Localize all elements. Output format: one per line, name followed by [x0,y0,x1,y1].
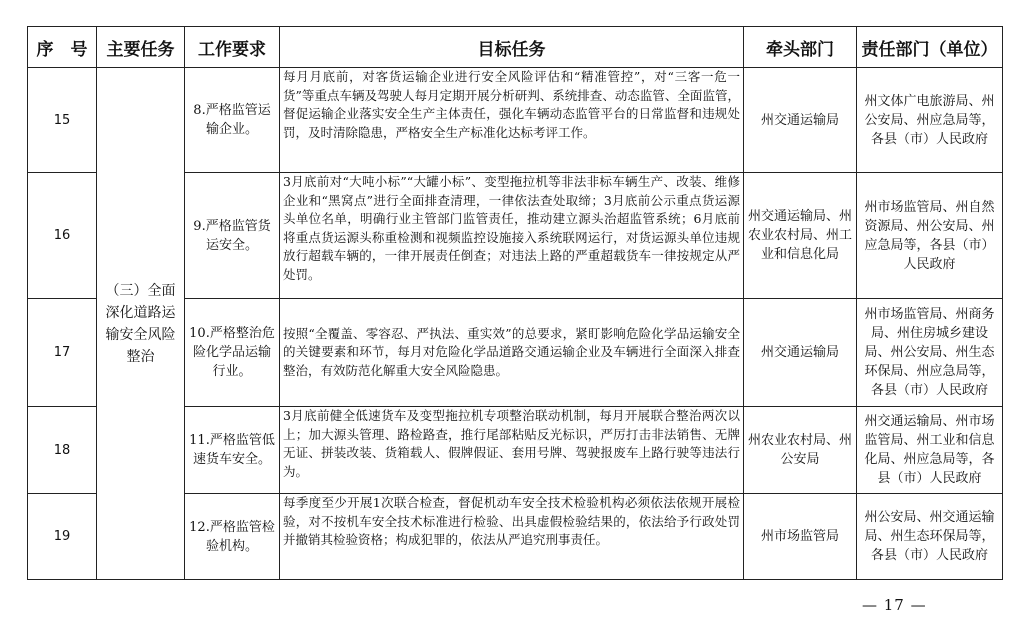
row-resp-dept: 州文体广电旅游局、州公安局、州应急局等，各县（市）人民政府 [857,68,1003,173]
row-requirement: 9.严格监管货运安全。 [185,173,280,299]
row-target: 3月底前对“大吨小标”“大罐小标”、变型拖拉机等非法非标车辆生产、改装、维修企业和“黑窝点”进行全面排查清理，一律依法查处取缔；3月底前公示重点货运源头单位名单，明确行业主管部门监管责任，推动建立源头治超监管系统；6月底前将重点货运源头称重检测和视频监控设施接入系统联网运行，对货运源头单位违规放行超载车辆的，一律开展责任倒查；对违法上路的严重超载货车一律按规定从严处罚。 [280,173,744,299]
table-header-row [28,27,1003,68]
row-target: 每季度至少开展1次联合检查，督促机动车安全技术检验机构必须依法依规开展检验，对不按机车安全技术标准进行检验、出具虚假检验结果的，依法给予行政处罚并撤销其检验资格；构成犯罪的，依法从严追究刑事责任。 [280,494,744,580]
row-resp-dept: 州市场监管局、州商务局、州住房城乡建设局、州公安局、州生态环保局、州应急局等，各县（市）人民政府 [857,299,1003,407]
row-lead-dept: 州农业农村局、州公安局 [744,407,857,494]
header-target-task: 目标任务 [280,27,744,68]
row-seq: 15 [28,68,97,173]
page-number: — 17 — [862,596,927,614]
row-seq: 17 [28,299,97,407]
row-resp-dept: 州公安局、州交通运输局、州生态环保局等，各县（市）人民政府 [857,494,1003,580]
header-main-task: 主要任务 [97,27,185,68]
row-requirement: 10.严格整治危险化学品运输行业。 [185,299,280,407]
table-row [28,68,1003,173]
row-requirement: 8.严格监管运输企业。 [185,68,280,173]
row-lead-dept: 州市场监管局 [744,494,857,580]
row-seq: 18 [28,407,97,494]
row-seq: 16 [28,173,97,299]
row-lead-dept: 州交通运输局 [744,299,857,407]
row-target: 每月月底前，对客货运输企业进行安全风险评估和“精准管控”，对“三客一危一货”等重点车辆及驾驶人每月定期开展分析研判、系统排查、动态监管、全面监管，督促运输企业落实安全生产主体责任，强化车辆动态监管平台的日常监督和违规处罚，及时清除隐患，严格安全生产标准化达标考评工作。 [280,68,744,173]
header-seq: 序 号 [28,27,97,68]
header-work-requirement: 工作要求 [185,27,280,68]
row-target: 3月底前健全低速货车及变型拖拉机专项整治联动机制，每月开展联合整治两次以上；加大源头管理、路检路查，推行尾部粘贴反光标识，严厉打击非法销售、无牌无证、拼装改装、货箱载人、假牌假证、套用号牌、驾驶报废车上路行驶等违法行为。 [280,407,744,494]
row-lead-dept: 州交通运输局、州农业农村局、州工业和信息化局 [744,173,857,299]
row-requirement: 11.严格监管低速货车安全。 [185,407,280,494]
row-resp-dept: 州市场监管局、州自然资源局、州公安局、州应急局等，各县（市）人民政府 [857,173,1003,299]
row-requirement: 12.严格监管检验机构。 [185,494,280,580]
header-responsible-department: 责任部门（单位） [857,27,1003,68]
task-table [27,26,1003,580]
row-seq: 19 [28,494,97,580]
header-lead-department: 牵头部门 [744,27,857,68]
row-resp-dept: 州交通运输局、州市场监管局、州工业和信息化局、州应急局等，各县（市）人民政府 [857,407,1003,494]
row-target: 按照“全覆盖、零容忍、严执法、重实效”的总要求，紧盯影响危险化学品运输安全的关键要素和环节，每月对危险化学品道路交通运输企业及车辆进行全面深入排查整治，有效防范化解重大安全风险隐患。 [280,299,744,407]
main-task-group: （三）全面深化道路运输安全风险整治 [97,68,185,580]
row-lead-dept: 州交通运输局 [744,68,857,173]
